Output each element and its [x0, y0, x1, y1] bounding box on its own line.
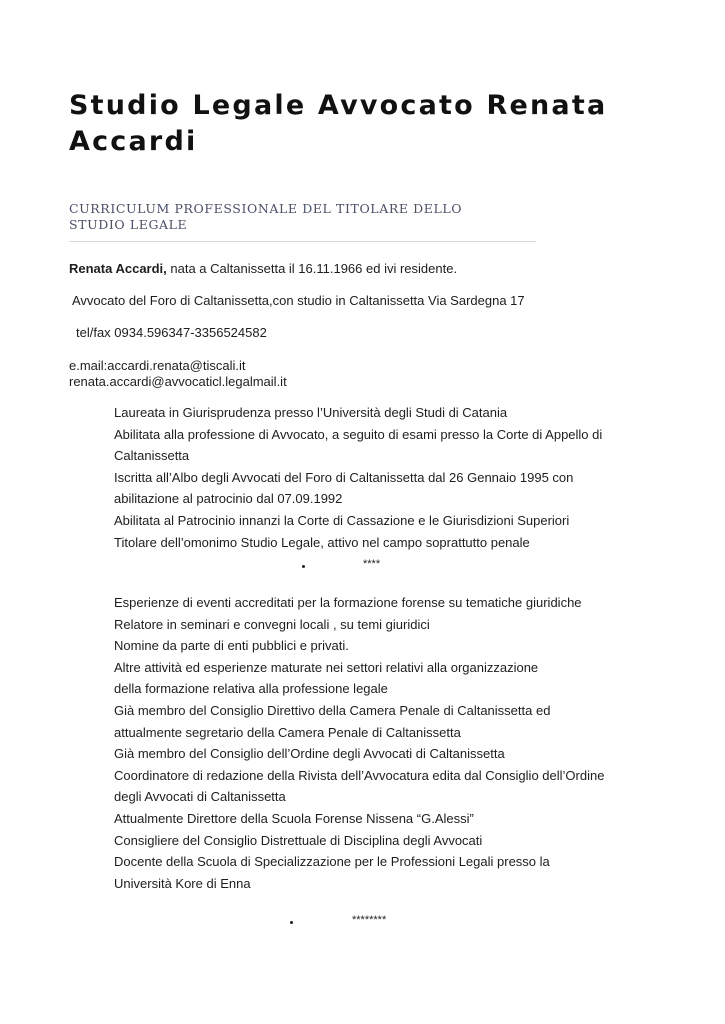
list-item: Università Kore di Enna: [114, 875, 251, 891]
list-item: Caltanissetta: [114, 448, 190, 464]
list-item: Abilitata al Patrocinio innanzi la Corte di Cassazione e le Giurisdizioni Superiori: [114, 512, 570, 528]
list-item: attualmente segretario della Camera Penale di Caltanissetta: [114, 724, 461, 740]
phone-line: tel/fax 0934.596347-3356524582: [76, 325, 267, 340]
separator-stars: ********: [352, 914, 387, 926]
page-title: Studio Legale Avvocato Renata Accardi: [69, 90, 608, 157]
list-item: Relatore in seminari e convegni locali , su temi giuridici: [114, 616, 430, 632]
list-item: Iscritta all’Albo degli Avvocati del Foro di Caltanissetta dal 26 Gennaio 1995 con: [114, 469, 574, 485]
email-block: [69, 358, 287, 390]
subtitle-line: STUDIO LEGALE: [69, 216, 188, 232]
email-link[interactable]: renata.accardi@avvocaticl.legalmail.it: [69, 374, 287, 389]
email-link[interactable]: e.mail:accardi.renata@tiscali.it: [69, 358, 246, 373]
document-subtitle: [69, 201, 529, 232]
list-item: Coordinatore di redazione della Rivista dell’Avvocatura edita dal Consiglio dell’Ordine: [114, 767, 605, 783]
list-item: Già membro del Consiglio dell’Ordine degli Avvocati di Caltanissetta: [114, 746, 505, 762]
list-item: Già membro del Consiglio Direttivo della Camera Penale di Caltanissetta ed: [114, 702, 551, 718]
list-item: Laureata in Giurisprudenza presso l’Università degli Studi di Catania: [114, 405, 508, 420]
address-line: Avvocato del Foro di Caltanissetta,con studio in Caltanissetta Via Sardegna 17: [72, 293, 525, 308]
person-name: Renata Accardi,: [69, 261, 167, 276]
birth-info: nata a Caltanissetta il 16.11.1966 ed ivi residente.: [166, 261, 458, 276]
list-item: abilitazione al patrocinio dal 07.09.1992: [114, 491, 343, 507]
list-item: Attualmente Direttore della Scuola Forense Nissena “G.Alessi”: [114, 810, 474, 826]
list-item: Docente della Scuola di Specializzazione per le Professioni Legali presso la: [114, 854, 550, 870]
list-item: degli Avvocati di Caltanissetta: [114, 789, 286, 805]
list-item: Nomine da parte di enti pubblici e privati.: [114, 638, 349, 654]
divider: [69, 241, 536, 242]
list-item: Consigliere del Consiglio Distrettuale di Disciplina degli Avvocati: [114, 832, 483, 848]
list-item: Esperienze di eventi accreditati per la formazione forense su tematiche giuridiche: [114, 595, 582, 610]
list-item: della formazione relativa alla professione legale: [114, 681, 388, 697]
bullet-icon: [290, 921, 293, 924]
qualifications-list: [114, 402, 654, 553]
separator-stars: ****: [363, 558, 381, 570]
bullet-icon: [302, 565, 305, 568]
list-item: Altre attività ed esperienze maturate nei settori relativi alla organizzazione: [114, 659, 539, 675]
personal-info-line: [69, 261, 457, 277]
experiences-list: [114, 592, 654, 894]
list-item: Abilitata alla professione di Avvocato, a seguito di esami presso la Corte di Appello di: [114, 426, 603, 442]
list-item: Titolare dell’omonimo Studio Legale, attivo nel campo soprattutto penale: [114, 534, 530, 550]
subtitle-line: CURRICULUM PROFESSIONALE DEL TITOLARE DELLO: [69, 201, 463, 216]
